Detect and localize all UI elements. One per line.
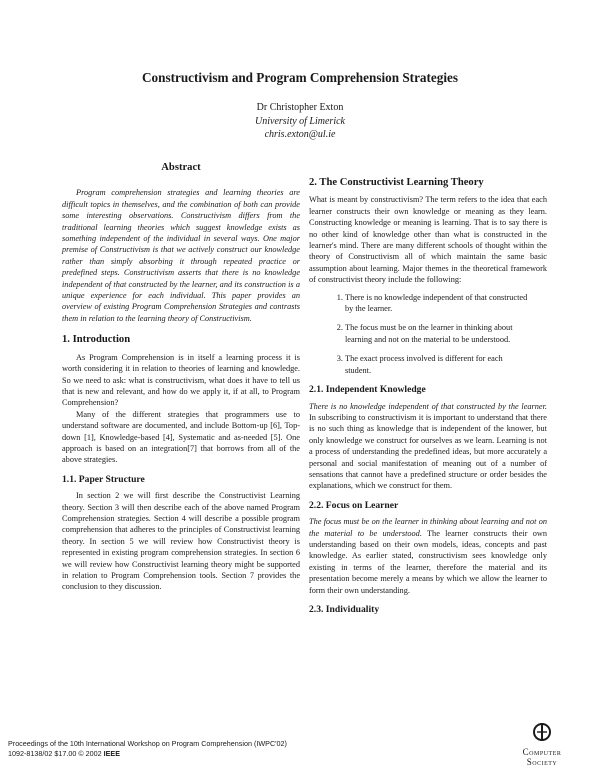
right-column	[309, 177, 547, 620]
focus-paragraph	[309, 516, 547, 596]
section-heading-individuality: 2.3. Individuality	[309, 604, 380, 615]
footer-issn	[8, 749, 287, 759]
footer-ieee: IEEE	[103, 748, 121, 758]
list-item: 1. There is no knowledge independent of that constructed by the learner.	[345, 292, 547, 315]
author-block	[0, 101, 600, 142]
section-heading-introduction: 1. Introduction	[62, 334, 131, 346]
abstract-heading: Abstract	[161, 162, 201, 173]
logo-line-2: Society	[526, 757, 558, 767]
focus-body: The learner constructs their own understanding based on their own models, ideas, concepts and past knowledge. As earlier stated, constructivism sees knowledge only existing in terms of the learner, therefore the material and its presentation become merely a means by which we allow the learner to form their own understanding.	[309, 528, 547, 595]
footer-issn-text: 1092-8138/02 $17.00 © 2002	[8, 748, 104, 758]
independent-body: In subscribing to constructivism it is important to understand that there is no such thing as knowledge that is independent of the knower, but only knowledge we construct for ourselves as we learn. Learning is not a process of understanding the predefined ideas, but more accurately a personal and social manifestation of meaning out of a number of sensations that cannot have a predefined structure or order besides the explanations, which we construct for them.	[309, 412, 547, 491]
computer-society-logo	[512, 722, 572, 767]
independent-paragraph	[309, 401, 547, 492]
section-heading-independent-knowledge: 2.1. Independent Knowledge	[309, 384, 426, 396]
section-heading-paper-structure: 1.1. Paper Structure	[62, 473, 145, 485]
author-email: chris.exton@ul.ie	[264, 129, 336, 140]
intro-paragraph-1: As Program Comprehension is in itself a learning process it is worth considering it in relation to theories of learning and knowledge. So we need to ask: what is constructivism, what does it have to tell us that is new and relevant, and how do we apply it, if at all, to Program Comprehension?	[62, 352, 300, 408]
footer-proceedings: Proceedings of the 10th International Workshop on Program Comprehension (IWPC'02)	[8, 739, 287, 748]
theory-themes-list	[309, 292, 547, 376]
section-heading-constructivist-theory: 2. The Constructivist Learning Theory	[309, 177, 484, 188]
focus-lead: The focus must be on the learner in thinking about learning and not on the material to be understood.	[309, 517, 547, 538]
independent-lead: There is no knowledge independent of that constructed by the learner.	[309, 401, 547, 411]
list-item: 3. The exact process involved is different for each student.	[345, 353, 547, 376]
intro-paragraph-2: Many of the different strategies that programmers use to understand software are documented, and include Bottom-up [6], Top-down [1], Knowledge-based [4], Systematic and as-needed [5]. One approach is based on an integration[7] that borrows from all of the above strategies.	[62, 409, 300, 465]
computer-society-emblem-icon	[531, 722, 553, 742]
list-item: 2. The focus must be on the learner in thinking about learning and not on the material to be understood.	[345, 322, 547, 345]
logo-line-1: Computer	[522, 747, 562, 757]
structure-paragraph: In section 2 we will first describe the Constructivist Learning theory. Section 3 will then describe each of the above named Program Comprehension strategies. Section 4 will describe a possible program comprehension that adheres to the principles of Constructivist learning theory. In section 5 we will review how Constructivist theory is represented in existing program comprehension strategies. In section 6 we will review how Constructivist learning theory might be supported in relation to Program Comprehension tools. Section 7 provides the conclusion to they discussion.	[62, 491, 300, 592]
section-heading-focus-on-learner: 2.2. Focus on Learner	[309, 499, 399, 511]
paper-title: Constructivism and Program Comprehension Strategies	[142, 70, 458, 85]
left-column	[62, 162, 300, 593]
abstract-text: Program comprehension strategies and learning theories are difficult topics in themselves, and the combination of both can provide some interesting observations. Constructivism differs from the traditional learning theories which suggest knowledge exists as something independent of the individual in several ways. One major premise of Constructivism is that we actively construct our knowledge rather than simply absorbing it through repeated practice or predefined steps. Constructivism asserts that there is no knowledge independent of that constructed by the learner, and its construction is a unique experience for each individual. This paper provides an overview of existing Program Comprehension Strategies and contrasts them in relation to the learning theory of Constructivism.	[62, 188, 300, 323]
theory-paragraph: What is meant by constructivism? The term refers to the idea that each learner constructs their own knowledge or meaning as they learn. Constructing knowledge or meaning is learning. That is to say there is no other kind of knowledge other than what is constructed in the learner's mind. There are many different schools of thought within the theory of Constructivism all of which maintain the same basic assumption about learning. Major themes in the theoretical framework of constructivist theory include the following:	[309, 195, 547, 285]
page-footer	[8, 739, 287, 758]
author-affiliation: University of Limerick	[255, 115, 345, 127]
author-name: Dr Christopher Exton	[256, 102, 344, 113]
